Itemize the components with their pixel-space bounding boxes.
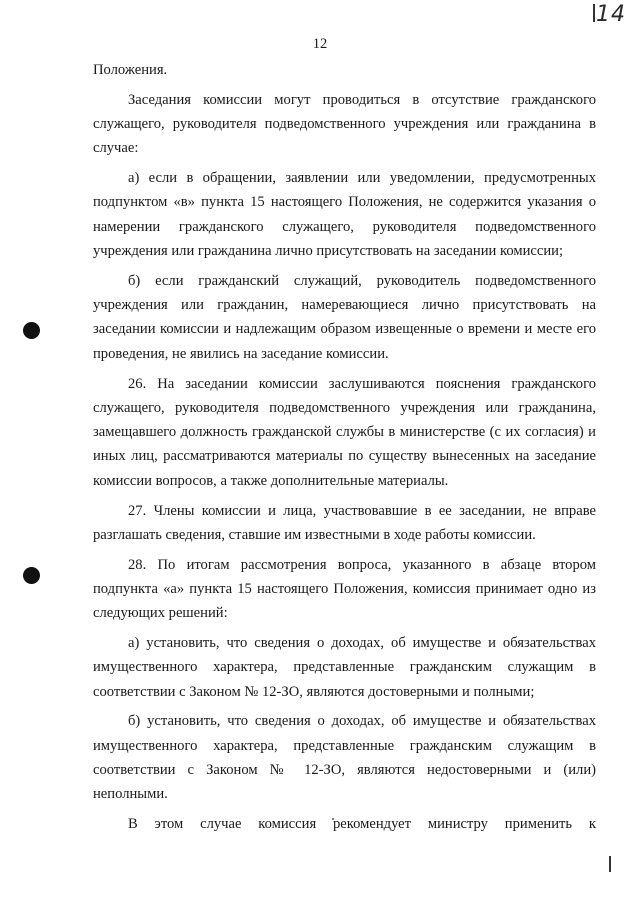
paragraph-recommendation: В этом случае комиссия рекомендует министру применить к [128, 816, 596, 833]
paragraph-decision-b: б) установить, что сведения о доходах, об имуществе и обязательствах имущественного характера, представленные гражданским служащим в соответствии с Законом № 12-ЗО, являются недостоверными и (или) неполными. [93, 713, 596, 803]
paragraph-continuation: Положения. [93, 62, 168, 78]
paragraph-decision-a: а) установить, что сведения о доходах, об имуществе и обязательствах имущественного характера, представленные гражданским служащим в соответствии с Законом № 12-ЗО, являются достоверными и полными; [93, 635, 596, 700]
page-number: 12 [312, 36, 328, 52]
paragraph-26: 26. На заседании комиссии заслушиваются пояснения гражданского служащего, руководителя подведомственного учреждения или гражданина, замещавшего должность гражданской службы в министерстве (с их согласия) и иных лиц, рассматриваются материалы по существу вынесенных на заседание комиссии вопросов, а также дополнительные материалы. [93, 375, 596, 489]
paragraph-item-a: а) если в обращении, заявлении или уведомлении, предусмотренных подпунктом «в» пункта 15 настоящего Положения, не содержится указания о намерении гражданского служащего, руководителя подведомственного учреждения или гражданина лично присутствовать на заседании комиссии; [93, 170, 596, 260]
handwritten-page-number: 14 [596, 2, 626, 27]
document-body [93, 58, 596, 842]
punch-hole-top [23, 322, 40, 339]
margin-mark-bottom [609, 856, 611, 872]
punch-hole-bottom [23, 567, 40, 584]
paragraph-item-b: б) если гражданский служащий, руководитель подведомственного учреждения или гражданин, намеревающиеся лично присутствовать на заседании комиссии и надлежащим образом извещенные о времени и месте его проведения, не явились на заседание комиссии. [93, 272, 596, 362]
paragraph-28: 28. По итогам рассмотрения вопроса, указанного в абзаце втором подпункта «а» пункта 15 настоящего Положения, комиссия принимает одно из следующих решений: [93, 556, 596, 622]
paragraph-27: 27. Члены комиссии и лица, участвовавшие в ее заседании, не вправе разглашать сведения, ставшие им известными в ходе работы комиссии. [93, 502, 596, 543]
margin-mark-top [593, 4, 595, 22]
paragraph-absence-conditions: Заседания комиссии могут проводиться в отсутствие гражданского служащего, руководителя подведомственного учреждения или гражданина в случае: [93, 91, 596, 157]
